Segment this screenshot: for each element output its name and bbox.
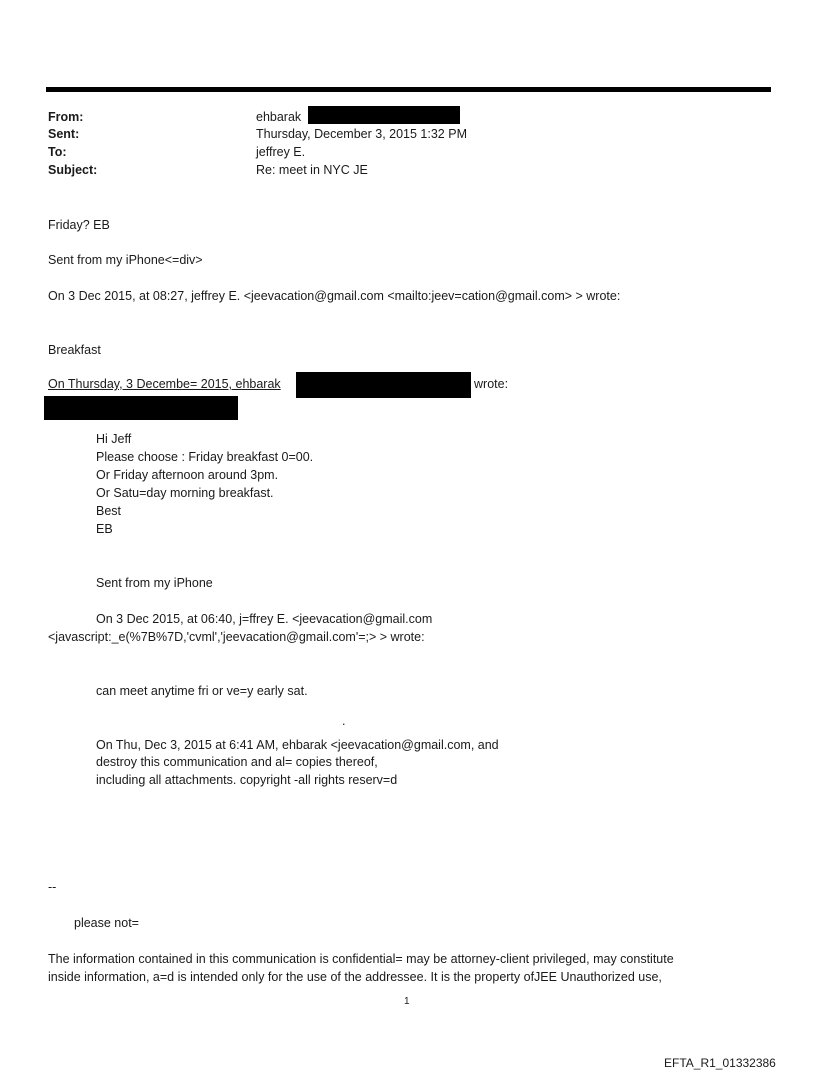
header-rule bbox=[46, 87, 771, 92]
sent-value: Thursday, December 3, 2015 1:32 PM bbox=[256, 127, 467, 141]
document-id: EFTA_R1_01332386 bbox=[664, 1056, 776, 1070]
quote-header-wrote: wrote: bbox=[474, 377, 509, 391]
quoted-line: EB bbox=[96, 522, 113, 536]
quoted-line: On Thu, Dec 3, 2015 at 6:41 AM, ehbarak <jeevacation@gmail.com, and bbox=[96, 738, 499, 752]
redaction-box bbox=[308, 106, 460, 124]
page-number: 1 bbox=[404, 996, 410, 1007]
quoted-line: destroy this communication and al= copies thereof, bbox=[96, 755, 378, 769]
from-value: ehbarak bbox=[256, 110, 302, 124]
redaction-box bbox=[296, 372, 471, 398]
redaction-box bbox=[44, 396, 238, 420]
signature-dash: -- bbox=[48, 880, 57, 894]
subject-label: Subject: bbox=[48, 163, 98, 177]
quoted-line: On 3 Dec 2015, at 06:40, j=ffrey E. <jeevacation@gmail.com bbox=[96, 612, 433, 626]
quoted-line: including all attachments. copyright -all rights reserv=d bbox=[96, 773, 398, 787]
to-label: To: bbox=[48, 145, 67, 159]
quoted-line: Sent from my iPhone bbox=[96, 576, 213, 590]
body-line: Sent from my iPhone<=div> bbox=[48, 253, 203, 267]
subject-value: Re: meet in NYC JE bbox=[256, 163, 368, 177]
quoted-line: <javascript:_e(%7B%7D,'cvml','jeevacation@gmail.com'=;> > wrote: bbox=[48, 630, 425, 644]
from-label: From: bbox=[48, 110, 84, 124]
body-line: Breakfast bbox=[48, 343, 101, 357]
quoted-line: Or Satu=day morning breakfast. bbox=[96, 486, 274, 500]
quote-header: On Thursday, 3 Decembe= 2015, ehbarak bbox=[48, 377, 281, 391]
quoted-line: Please choose : Friday breakfast 0=00. bbox=[96, 450, 314, 464]
to-value: jeffrey E. bbox=[256, 145, 306, 159]
disclaimer-line: inside information, a=d is intended only for the use of the addressee. It is the property ofJEE Unauthorized use, bbox=[48, 970, 662, 984]
body-line: Friday? EB bbox=[48, 218, 110, 232]
quoted-line: can meet anytime fri or ve=y early sat. bbox=[96, 684, 308, 698]
disclaimer-line: The information contained in this communication is confidential= may be attorney-client privileged, may constitute bbox=[48, 952, 674, 966]
quoted-line: Hi Jeff bbox=[96, 432, 132, 446]
sent-label: Sent: bbox=[48, 127, 80, 141]
disclaimer-lead: please not= bbox=[74, 916, 139, 930]
body-line: On 3 Dec 2015, at 08:27, jeffrey E. <jeevacation@gmail.com <mailto:jeev=cation@gmail.com> > wrote: bbox=[48, 289, 621, 303]
quoted-line: Or Friday afternoon around 3pm. bbox=[96, 468, 279, 482]
stray-dot: . bbox=[342, 714, 346, 728]
quoted-line: Best bbox=[96, 504, 122, 518]
